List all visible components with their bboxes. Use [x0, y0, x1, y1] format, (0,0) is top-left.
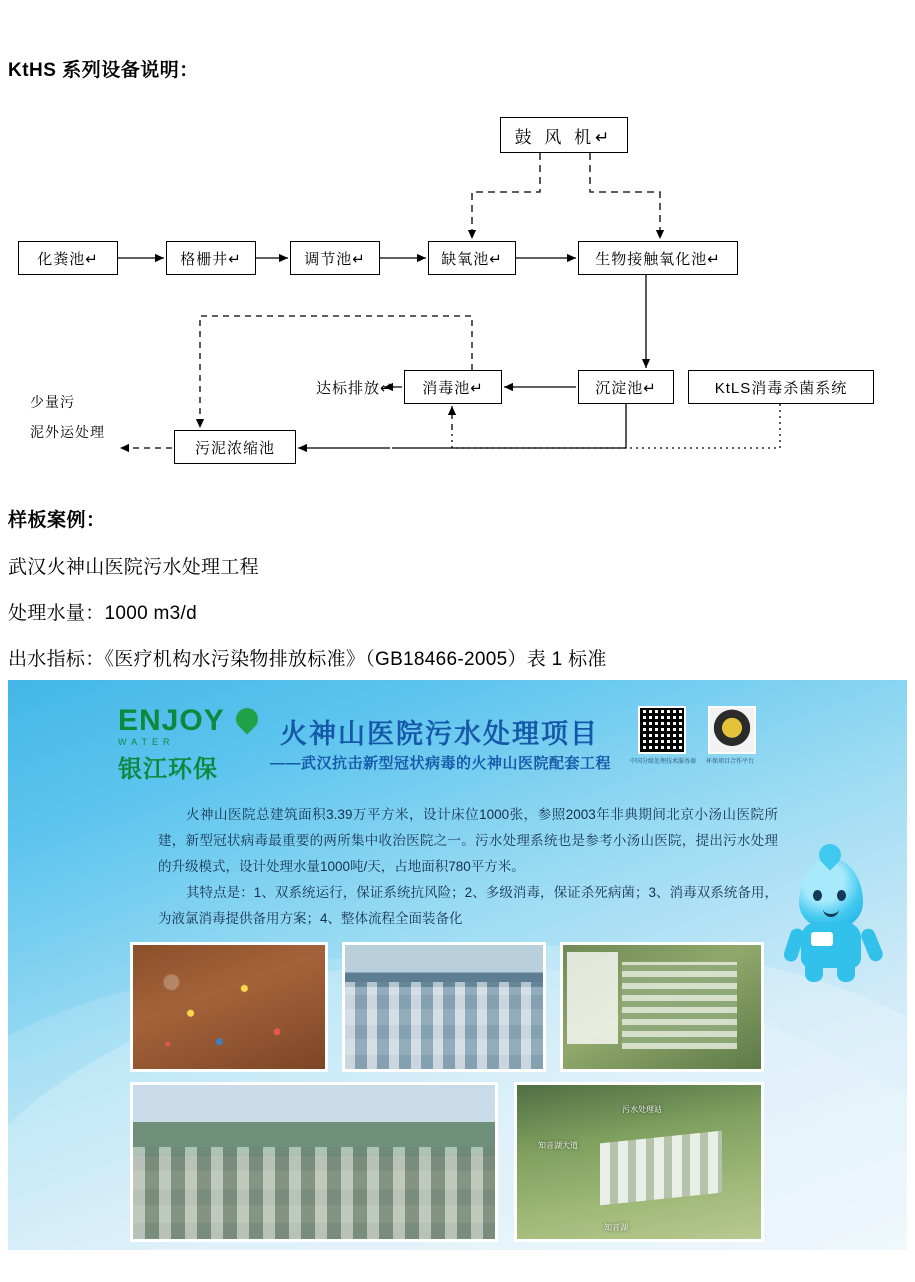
text-project-name: 武汉火神山医院污水处理工程: [8, 557, 259, 578]
mascot-leg-left: [805, 962, 823, 982]
mascot-badge: [811, 932, 833, 946]
label-sludge-transport-line2: 泥外运处理: [30, 424, 105, 440]
photo-panoramic-construction: [130, 1082, 498, 1242]
mascot-eye-right: [837, 890, 846, 901]
poster-paragraph-1: 火神山医院总建筑面积3.39万平方米，设计床位1000张，参照2003年非典期间北京小汤山医院所建，新型冠状病毒最重要的两所集中收治医院之一。污水处理系统也是参考小汤山医院，提出污水处理的升级模式，设计处理水量1000吨/天，占地面积780平方米。: [158, 807, 778, 874]
node-adjusting-tank: 调节池↵: [290, 241, 380, 275]
page-title-kths: KtHS 系列设备说明：: [8, 60, 199, 81]
flow-connector-lines: [0, 100, 915, 490]
photo-label-lake: 知音湖: [604, 1223, 628, 1232]
poster-subtitle: ——武汉抗击新型冠状病毒的火神山医院配套工程: [270, 755, 612, 772]
photo-site-plan-drawing: [560, 942, 764, 1072]
qr-caption-2: 环保项目合作平台: [705, 759, 754, 765]
qr-code-icon-1: [638, 706, 686, 754]
node-sedimentation-tank: 沉淀池↵: [578, 370, 674, 404]
photo-construction-site-aerial: [130, 942, 328, 1072]
process-flow-diagram: [0, 100, 915, 490]
poster-paragraph-2: 其特点是：1、双系统运行，保证系统抗风险；2、多级消毒，保证杀死病菌；3、消毒双系统备用，为液氯消毒提供备用方案；4、整体流程全面装备化: [158, 885, 778, 926]
node-septic-tank: 化粪池↵: [18, 241, 118, 275]
project-poster-image: [8, 680, 907, 1250]
text-treatment-flow: 处理水量：1000 m3/d: [8, 603, 197, 624]
label-standard-discharge: 达标排放↵: [316, 380, 394, 397]
mascot-head: [799, 858, 863, 930]
page-title-sample-case: 样板案例：: [8, 510, 106, 531]
node-sludge-thickening-tank: 污泥浓缩池: [174, 430, 296, 464]
logo-enjoy-text: ENJOY: [118, 704, 225, 737]
node-grille-well: 格栅井↵: [166, 241, 256, 275]
mascot-leg-right: [837, 962, 855, 982]
node-anoxic-tank: 缺氧池↵: [428, 241, 516, 275]
node-bio-contact-oxidation-tank: 生物接触氧化池↵: [578, 241, 738, 275]
water-drop-mascot-icon: [787, 858, 879, 984]
logo-water-text: WATER: [118, 737, 175, 747]
label-sludge-transport-line1: 少量污: [30, 394, 75, 410]
photo-label-zhiyinhu-road: 污水处理站: [622, 1105, 662, 1114]
node-blower: 鼓 风 机↵: [500, 117, 628, 153]
poster-title: 火神山医院污水处理项目: [280, 719, 599, 749]
mascot-arm-right: [859, 927, 885, 964]
qr-caption-1: 中国分级处理技术服务商: [630, 759, 697, 765]
photo-hospital-modules: [342, 942, 546, 1072]
mascot-eye-left: [813, 890, 822, 901]
node-ktls-disinfection-system: KtLS消毒杀菌系统: [688, 370, 874, 404]
logo-company-name-cn: 银江环保: [118, 756, 218, 783]
text-effluent-standard: 出水指标：《医疗机构水污染物排放标准》（GB18466-2005）表 1 标准: [8, 649, 607, 670]
node-disinfection-tank: 消毒池↵: [404, 370, 502, 404]
qr-code-icon-2: [708, 706, 756, 754]
company-logo: [118, 704, 254, 783]
photo-label-road: 知音湖大道: [538, 1141, 578, 1150]
